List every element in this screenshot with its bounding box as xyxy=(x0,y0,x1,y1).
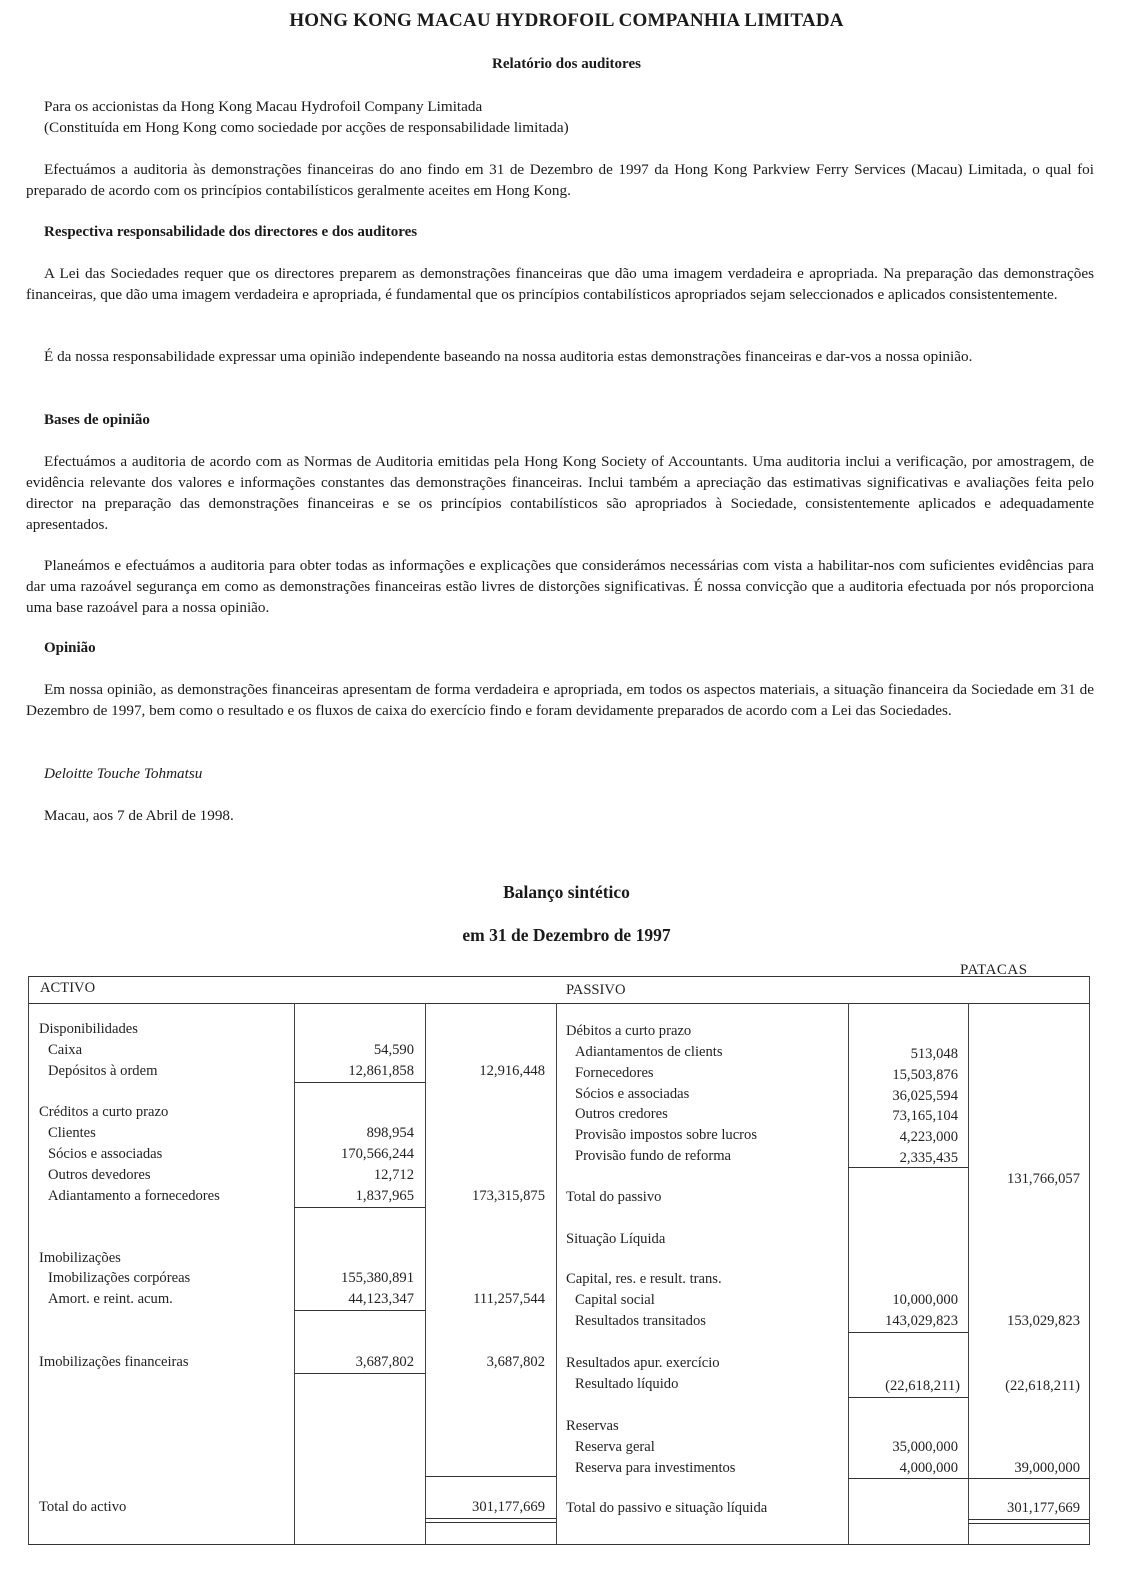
addressee-line-2: (Constituída em Hong Kong como sociedade por acções de responsabilidade limitada) xyxy=(44,119,569,136)
double-rule-top xyxy=(968,1519,1089,1520)
subtotal-rule xyxy=(848,1397,968,1398)
activo-item-label: Amort. e reint. acum. xyxy=(48,1291,173,1307)
activo-item-label: Adiantamento a fornecedores xyxy=(48,1188,220,1204)
subtotal-rule xyxy=(294,1310,425,1311)
passivo-item-value: 2,335,435 xyxy=(899,1150,958,1166)
header-bottom-border xyxy=(28,1003,1090,1004)
double-rule-top xyxy=(425,1518,556,1519)
passivo-item-value: 143,029,823 xyxy=(885,1313,958,1329)
responsibility-paragraph-1: A Lei das Sociedades requer que os directores preparem as demonstrações financeiras que dão uma imagem verdadeira e apropriada. Na preparação das demonstrações financeiras, que dão uma imagem verdadeira e apropriada, é fundamental que os princípios contabilísticos apropriados sejam seleccionados e aplicados consistentemente. xyxy=(26,265,1094,303)
total-rule xyxy=(848,1478,1089,1479)
section-heading-opinion: Opinião xyxy=(44,640,96,656)
activo-group-label: Imobilizações financeiras xyxy=(39,1354,189,1370)
passivo-group-label: Débitos a curto prazo xyxy=(566,1023,692,1039)
total-rule xyxy=(425,1476,556,1477)
activo-item-value: 3,687,802 xyxy=(355,1354,414,1370)
passivo-item-value: 15,503,876 xyxy=(892,1067,958,1083)
balance-sheet-date: em 31 de Dezembro de 1997 xyxy=(462,925,671,945)
double-rule-bottom xyxy=(968,1523,1089,1524)
subtotal-rule xyxy=(294,1082,425,1083)
activo-item-value: 170,566,244 xyxy=(341,1146,414,1162)
table-top-border xyxy=(28,976,1090,977)
passivo-group-total: (22,618,211) xyxy=(1005,1378,1080,1394)
basis-paragraph-1: Efectuámos a auditoria de acordo com as Normas de Auditoria emitidas pela Hong Kong Society of Accountants. Uma auditoria inclui a verificação, por amostragem, de evidência relevante dos valores e informações constantes das demonstrações financeiras. Inclui também a apreciação das estimativas significativas e avaliações feita pelo director na preparação das demonstrações financeiras e se os princípios contabilísticos são apropriados à Sociedade, consistentemente aplicados e adequadamente apresentados. xyxy=(26,453,1094,533)
activo-group-total: 111,257,544 xyxy=(473,1291,545,1307)
activo-group-total: 173,315,875 xyxy=(472,1188,545,1204)
passivo-item-label: Sócios e associadas xyxy=(575,1086,690,1102)
passivo-item-label: Reserva geral xyxy=(575,1439,655,1455)
passivo-item-label: Adiantamentos de clients xyxy=(575,1044,723,1060)
passivo-group-total: 153,029,823 xyxy=(1007,1313,1080,1329)
activo-item-value: 155,380,891 xyxy=(341,1270,414,1286)
activo-group-label: Imobilizações xyxy=(39,1250,121,1266)
passivo-item-value: (22,618,211) xyxy=(885,1378,960,1394)
responsibility-paragraph-2: É da nossa responsabilidade expressar uma opinião independente baseando na nossa auditoria estas demonstrações financeiras e dar-vos a nossa opinião. xyxy=(44,348,973,365)
auditor-signature: Deloitte Touche Tohmatsu xyxy=(44,765,203,782)
activo-group-label: Créditos a curto prazo xyxy=(39,1104,169,1120)
passivo-item-label: Capital social xyxy=(575,1292,655,1308)
total-passivo-label: Total do passivo xyxy=(566,1189,662,1205)
table-bottom-border xyxy=(28,1544,1090,1545)
activo-header: ACTIVO xyxy=(40,980,96,996)
passivo-group-label: Capital, res. e result. trans. xyxy=(566,1271,722,1287)
activo-item-label: Caixa xyxy=(48,1042,83,1058)
addressee-line-1: Para os accionistas da Hong Kong Macau Hydrofoil Company Limitada xyxy=(44,98,483,115)
currency-label: PATACAS xyxy=(960,962,1028,978)
passivo-item-value: 73,165,104 xyxy=(892,1108,958,1124)
balance-sheet-title: Balanço sintético xyxy=(503,882,630,902)
activo-item-value: 12,861,858 xyxy=(348,1063,414,1079)
activo-group-total: 12,916,448 xyxy=(479,1063,545,1079)
passivo-item-label: Resultados transitados xyxy=(575,1313,706,1329)
basis-paragraph-2: Planeámos e efectuámos a auditoria para obter todas as informações e explicações que considerámos necessárias com vista a habilitar-nos com suficientes evidências para dar uma razoável segurança em como as demonstrações financeiras estão livres de distorções significativas. É nossa convicção que a auditoria efectuada por nós proporciona uma base razoável para a nossa opinião. xyxy=(26,557,1094,616)
activo-group-label: Disponibilidades xyxy=(39,1021,138,1037)
table-right-border xyxy=(1089,976,1090,1544)
passivo-item-value: 36,025,594 xyxy=(892,1088,958,1104)
activo-item-label: Outros devedores xyxy=(48,1167,151,1183)
place-date: Macau, aos 7 de Abril de 1998. xyxy=(44,807,234,824)
total-activo-label: Total do activo xyxy=(39,1499,127,1515)
passivo-item-value: 10,000,000 xyxy=(892,1292,958,1308)
section-heading-responsibility: Respectiva responsabilidade dos directores e dos auditores xyxy=(44,224,418,240)
subtotal-rule xyxy=(848,1332,968,1333)
company-title: HONG KONG MACAU HYDROFOIL COMPANHIA LIMITADA xyxy=(289,10,844,31)
activo-group-total: 3,687,802 xyxy=(486,1354,545,1370)
table-left-border xyxy=(28,976,29,1544)
activo-item-value: 44,123,347 xyxy=(348,1291,414,1307)
subtotal-rule xyxy=(294,1373,425,1374)
report-title: Relatório dos auditores xyxy=(492,56,641,72)
intro-paragraph: Efectuámos a auditoria às demonstrações financeiras do ano findo em 31 de Dezembro de 1997 da Hong Kong Parkview Ferry Services (Macau) Limitada, o qual foi preparado de acordo com os princípios contabilísticos geralmente aceites em Hong Kong. xyxy=(26,161,1094,199)
passivo-item-label: Resultado líquido xyxy=(575,1376,679,1392)
passivo-group-total: 39,000,000 xyxy=(1014,1460,1080,1476)
activo-item-value: 898,954 xyxy=(366,1125,414,1141)
total-passivo-situacao-value: 301,177,669 xyxy=(1007,1500,1080,1516)
activo-item-label: Imobilizações corpóreas xyxy=(48,1270,191,1286)
activo-item-label: Sócios e associadas xyxy=(48,1146,163,1162)
situacao-liquida-label: Situação Líquida xyxy=(566,1231,666,1247)
subtotal-rule xyxy=(294,1207,425,1208)
activo-item-label: Depósitos à ordem xyxy=(48,1063,158,1079)
passivo-header: PASSIVO xyxy=(566,982,626,998)
double-rule-bottom xyxy=(425,1522,556,1523)
passivo-item-label: Provisão impostos sobre lucros xyxy=(575,1127,758,1143)
passivo-item-label: Reserva para investimentos xyxy=(575,1460,736,1476)
activo-item-label: Clientes xyxy=(48,1125,96,1141)
activo-item-value: 1,837,965 xyxy=(355,1188,414,1204)
col-divider xyxy=(425,1003,426,1544)
passivo-group-total: 131,766,057 xyxy=(1007,1171,1080,1187)
passivo-item-label: Provisão fundo de reforma xyxy=(575,1148,732,1164)
total-activo-value: 301,177,669 xyxy=(472,1499,545,1515)
passivo-item-value: 4,223,000 xyxy=(899,1129,958,1145)
opinion-paragraph: Em nossa opinião, as demonstrações financeiras apresentam de forma verdadeira e apropriada, em todos os aspectos materiais, a situação financeira da Sociedade em 31 de Dezembro de 1997, bem como o resultado e os fluxos de caixa do exercício findo e foram devidamente preparados de acordo com a Lei das Sociedades. xyxy=(26,681,1094,719)
passivo-group-label: Resultados apur. exercício xyxy=(566,1355,720,1371)
passivo-item-value: 513,048 xyxy=(910,1046,958,1062)
passivo-item-label: Outros credores xyxy=(575,1106,668,1122)
passivo-item-label: Fornecedores xyxy=(575,1065,654,1081)
activo-item-value: 12,712 xyxy=(373,1167,414,1183)
passivo-item-value: 4,000,000 xyxy=(899,1460,958,1476)
activo-item-value: 54,590 xyxy=(373,1042,414,1058)
passivo-group-label: Reservas xyxy=(566,1418,619,1434)
col-divider xyxy=(556,1003,557,1544)
passivo-item-value: 35,000,000 xyxy=(892,1439,958,1455)
subtotal-rule xyxy=(848,1167,968,1168)
total-passivo-situacao-label: Total do passivo e situação líquida xyxy=(566,1500,768,1516)
section-heading-basis: Bases de opinião xyxy=(44,412,150,428)
